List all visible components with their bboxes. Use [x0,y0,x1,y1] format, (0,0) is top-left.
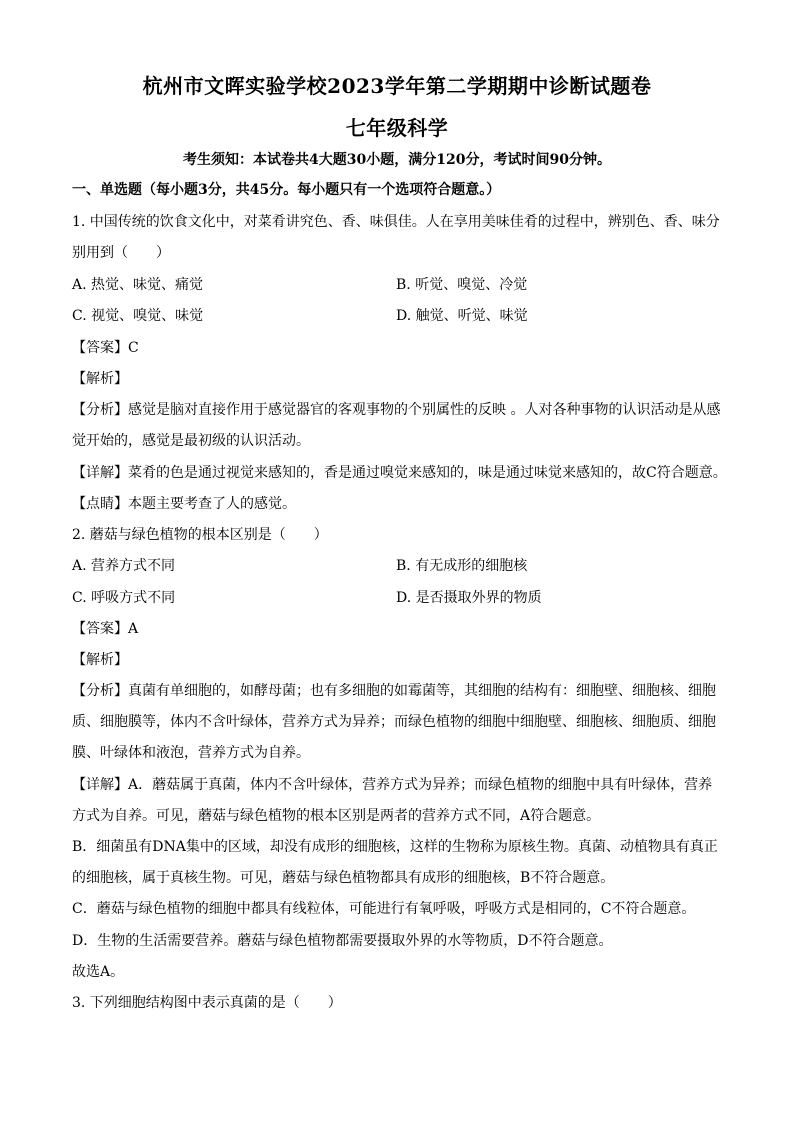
q1-option-b: B. 听觉、嗅觉、冷觉 [396,277,528,293]
q1-analysis-line2: 觉开始的，感觉是最初级的认识活动。 [72,433,310,449]
exam-notice: 考生须知：本试卷共4大题30小题，满分120分，考试时间90分钟。 [183,152,611,168]
q2-detail-line1: 【详解】A．蘑菇属于真菌，体内不含叶绿体，营养方式为异养；而绿色植物的细胞中具有叶绿体，营养 [72,777,713,793]
q2-option-a: A. 营养方式不同 [72,558,176,574]
q2-jiexi: 【解析】 [72,652,128,668]
q1-option-a: A. 热觉、味觉、痛觉 [72,277,204,293]
q2-option-d: D. 是否摄取外界的物质 [396,590,542,606]
q1-detail: 【详解】菜肴的色是通过视觉来感知的，香是通过嗅觉来感知的，味是通过味觉来感知的，故C符合题意。 [72,465,727,481]
q2-detail-c: C．蘑菇与绿色植物的细胞中都具有线粒体，可能进行有氧呼吸，呼吸方式是相同的，C不符合题意。 [72,901,696,917]
exam-subtitle: 七年级科学 [345,116,449,140]
q2-detail-line2: 方式为自养。可见，蘑菇与绿色植物的根本区别是两者的营养方式不同，A符合题意。 [72,808,601,824]
q2-detail-d: D．生物的生活需要营养。蘑菇与绿色植物都需要摄取外界的水等物质，D不符合题意。 [72,933,613,949]
q2-analysis-line3: 膜、叶绿体和液泡，营养方式为自养。 [72,745,310,761]
q2-option-c: C. 呼吸方式不同 [72,590,176,606]
q2-stem: 2. 蘑菇与绿色植物的根本区别是（ ） [72,527,328,543]
exam-title: 杭州市文晖实验学校2023学年第二学期期中诊断试题卷 [142,74,652,98]
q2-option-b: B. 有无成形的细胞核 [396,558,528,574]
q2-analysis-line2: 质、细胞膜等，体内不含叶绿体，营养方式为异养；而绿色植物的细胞中细胞壁、细胞核、细胞质、细胞 [72,714,716,730]
q1-stem-line1: 1. 中国传统的饮食文化中，对菜肴讲究色、香、味俱佳。人在享用美味佳肴的过程中，辨别色、香、味分 [72,214,720,230]
q1-answer: 【答案】C [72,340,139,356]
q2-detail-b-line2: 的细胞核，属于真核生物。可见，蘑菇与绿色植物都具有成形的细胞核，B不符合题意。 [72,870,615,886]
q2-answer: 【答案】A [72,621,139,637]
q1-analysis-line1: 【分析】感觉是脑对直接作用于感觉器官的客观事物的个别属性的反映 。人对各种事物的认识活动是从感 [72,402,721,418]
q1-comment: 【点睛】本题主要考查了人的感觉。 [72,496,296,512]
q1-jiexi: 【解析】 [72,371,128,387]
q1-stem-line2: 别用到（ ） [72,245,170,261]
q2-analysis-line1: 【分析】真菌有单细胞的，如酵母菌；也有多细胞的如霉菌等，其细胞的结构有：细胞壁、细胞核、细胞 [72,683,716,699]
q3-stem: 3. 下列细胞结构图中表示真菌的是（ ） [72,995,342,1011]
q1-option-d: D. 触觉、听觉、味觉 [396,308,528,324]
q2-detail-b-line1: B．细菌虽有DNA集中的区域，却没有成形的细胞核，这样的生物称为原核生物。真菌、动植物具有真正 [72,839,718,855]
q2-conclusion: 故选A。 [72,964,125,980]
q1-option-c: C. 视觉、嗅觉、味觉 [72,308,204,324]
section-heading: 一、单选题（每小题3分，共45分。每小题只有一个选项符合题意。） [72,182,501,198]
